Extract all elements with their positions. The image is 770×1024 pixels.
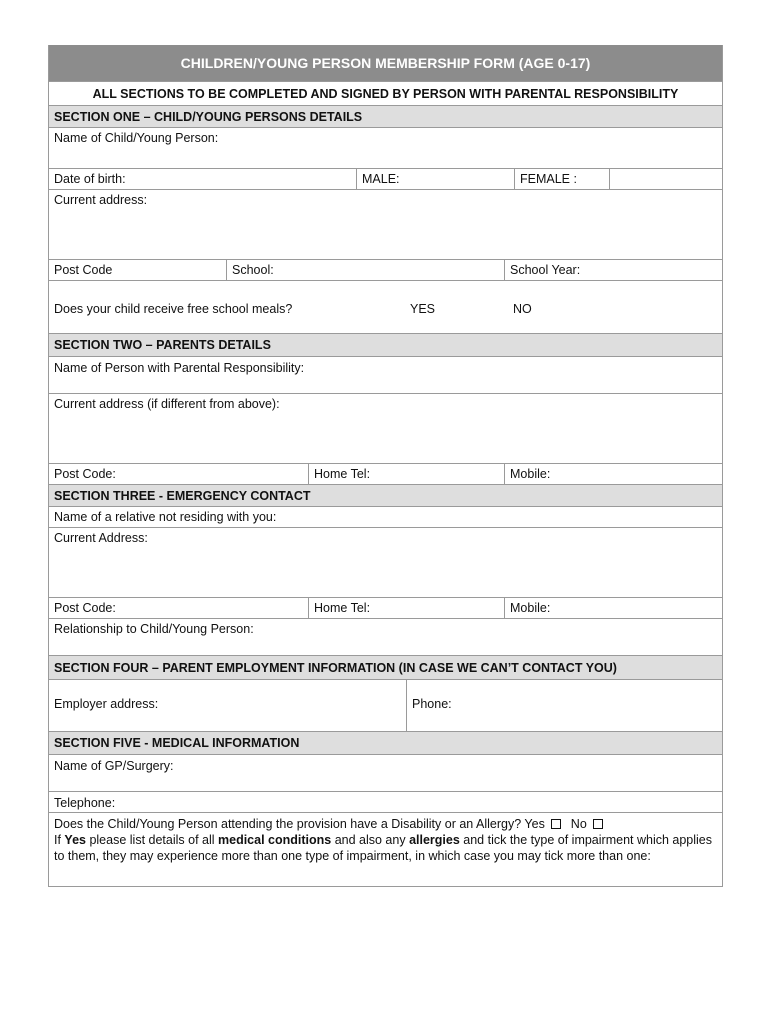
emergency-address-label: Current Address: <box>54 531 148 545</box>
parent-postcode-field[interactable] <box>49 464 308 484</box>
parent-name-field[interactable] <box>49 357 722 394</box>
employer-phone-field[interactable] <box>406 680 722 731</box>
emergency-address-field[interactable] <box>49 528 722 598</box>
child-name-label: Name of Child/Young Person: <box>54 131 219 145</box>
male-label: MALE: <box>362 172 400 186</box>
relative-name-label: Name of a relative not residing with you: <box>54 510 277 524</box>
relative-name-field[interactable] <box>49 507 722 528</box>
school-year-label: School Year: <box>510 263 581 277</box>
instr-if: If <box>54 833 65 847</box>
school-label: School: <box>232 263 274 277</box>
free-school-meals-row <box>49 281 722 334</box>
child-address-label: Current address: <box>54 193 148 207</box>
membership-form <box>48 45 723 887</box>
male-field[interactable] <box>356 169 514 189</box>
instr-rest: and tick the type of impairment which applies to them, they may experience more than one type of impairment, in which case you may tick more than one: <box>54 833 713 863</box>
gp-telephone-label: Telephone: <box>54 796 116 810</box>
instr-medical-conditions: medical conditions <box>218 833 332 847</box>
parent-home-tel-label: Home Tel: <box>314 467 371 481</box>
emergency-home-tel-label: Home Tel: <box>314 601 371 615</box>
instr-mid1: please list details of all <box>85 833 218 847</box>
gp-surgery-label: Name of GP/Surgery: <box>54 759 174 773</box>
disability-question-line <box>54 816 717 832</box>
female-label-cell <box>514 169 609 189</box>
free-meals-question: Does your child receive free school meals? <box>54 302 293 316</box>
form-title: CHILDREN/YOUNG PERSON MEMBERSHIP FORM (AGE 0-17) <box>49 45 722 82</box>
section-three-heading: SECTION THREE - EMERGENCY CONTACT <box>49 485 722 507</box>
form-instruction: ALL SECTIONS TO BE COMPLETED AND SIGNED BY PERSON WITH PARENTAL RESPONSIBILITY <box>49 82 722 106</box>
relationship-field[interactable] <box>49 619 722 656</box>
section-four-heading: SECTION FOUR – PARENT EMPLOYMENT INFORMATION (IN CASE WE CAN’T CONTACT YOU) <box>49 656 722 680</box>
parent-mobile-label: Mobile: <box>510 467 551 481</box>
disability-question: Does the Child/Young Person attending the provision have a Disability or an Allergy? Yes <box>54 817 545 831</box>
parent-name-label: Name of Person with Parental Responsibility: <box>54 361 305 375</box>
dob-field[interactable] <box>49 169 356 189</box>
section-two-heading: SECTION TWO – PARENTS DETAILS <box>49 334 722 357</box>
instr-allergies: allergies <box>409 833 460 847</box>
disability-no-label: No <box>570 817 587 831</box>
instr-yes: Yes <box>64 833 86 847</box>
emergency-home-tel-field[interactable] <box>308 598 504 618</box>
employer-phone-label: Phone: <box>412 697 452 711</box>
gp-telephone-field[interactable] <box>49 792 722 813</box>
medical-instructions <box>54 832 717 864</box>
disability-no-checkbox[interactable] <box>593 819 603 829</box>
child-address-field[interactable] <box>49 190 722 260</box>
emergency-mobile-label: Mobile: <box>510 601 551 615</box>
gp-surgery-field[interactable] <box>49 755 722 792</box>
relationship-label: Relationship to Child/Young Person: <box>54 622 254 636</box>
child-name-field[interactable] <box>49 128 722 169</box>
free-meals-no-option[interactable]: NO <box>513 302 532 316</box>
female-label: FEMALE : <box>520 172 577 186</box>
instr-mid2: and also any <box>331 833 410 847</box>
child-postcode-field[interactable] <box>49 260 226 280</box>
parent-address-label: Current address (if different from above): <box>54 397 280 411</box>
disability-yes-checkbox[interactable] <box>551 819 561 829</box>
free-meals-yes-option[interactable]: YES <box>410 302 436 316</box>
parent-home-tel-field[interactable] <box>308 464 504 484</box>
employer-address-field[interactable] <box>49 680 406 731</box>
school-field[interactable] <box>226 260 504 280</box>
child-postcode-label: Post Code <box>54 263 113 277</box>
employer-address-label: Employer address: <box>54 697 159 711</box>
section-five-heading: SECTION FIVE - MEDICAL INFORMATION <box>49 732 722 755</box>
parent-address-field[interactable] <box>49 394 722 464</box>
medical-info-block <box>49 813 722 887</box>
emergency-mobile-field[interactable] <box>504 598 722 618</box>
female-field[interactable] <box>609 169 722 189</box>
dob-label: Date of birth: <box>54 172 126 186</box>
school-year-field[interactable] <box>504 260 722 280</box>
parent-postcode-label: Post Code: <box>54 467 116 481</box>
parent-mobile-field[interactable] <box>504 464 722 484</box>
section-one-heading: SECTION ONE – CHILD/YOUNG PERSONS DETAILS <box>49 106 722 128</box>
emergency-postcode-label: Post Code: <box>54 601 116 615</box>
emergency-postcode-field[interactable] <box>49 598 308 618</box>
